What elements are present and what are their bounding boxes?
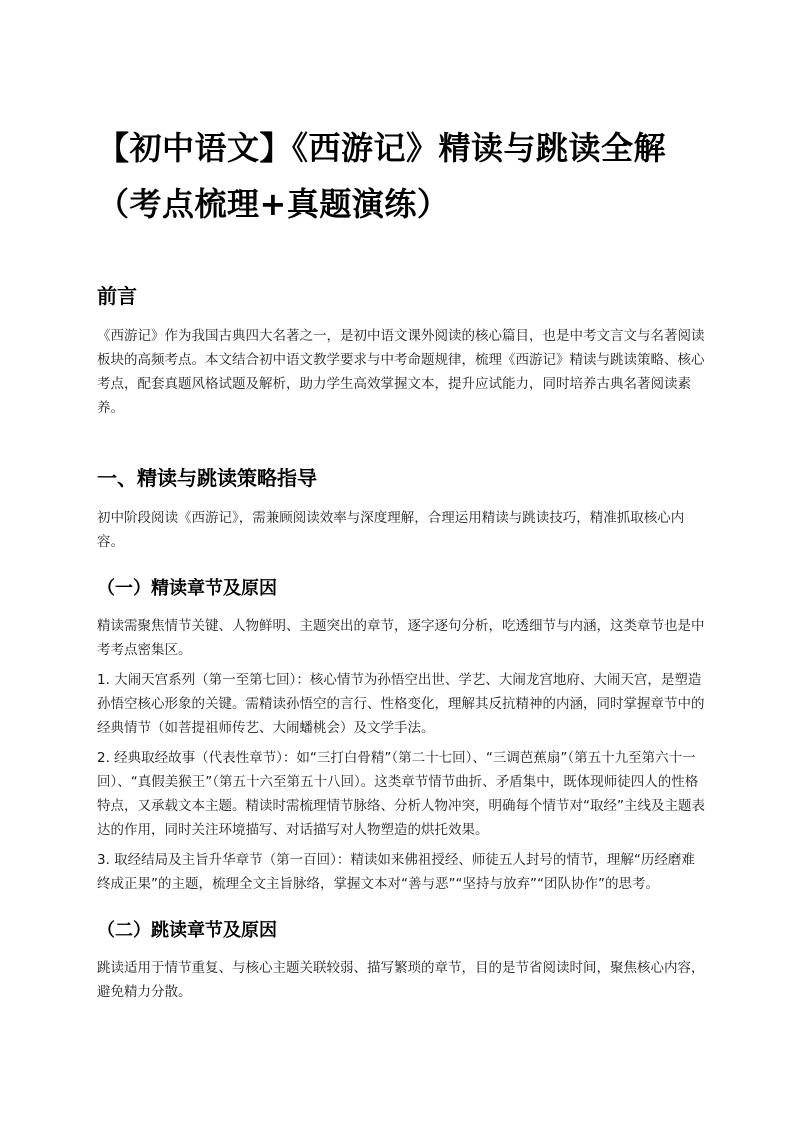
list-item: 1. 大闹天宫系列（第一至第七回）：核心情节为孙悟空出世、学艺、大闹龙宫地府、大闹天宫，是塑造孙悟空核心形象的关键。需精读孙悟空的言行、性格变化，理解其反抗精神的内涵，同时掌握章节中的经典情节（如菩提祖师传艺、大闹蟠桃会）及文学手法。 (97, 672, 705, 736)
subsection-skim-heading: （二）跳读章节及原因 (97, 920, 277, 941)
subsection-skim-intro: 跳读适用于情节重复、与核心主题关联较弱、描写繁琐的章节，目的是节省阅读时间，聚焦核心内容，避免精力分散。 (97, 960, 705, 1000)
subsection-intensive-intro: 精读需聚焦情节关键、人物鲜明、主题突出的章节，逐字逐句分析，吃透细节与内涵，这类章节也是中考考点密集区。 (97, 618, 705, 658)
preface-heading: 前言 (97, 284, 137, 308)
document-content (97, 120, 705, 1010)
preface-paragraph: 《西游记》作为我国古典四大名著之一，是初中语文课外阅读的核心篇目，也是中考文言文与名著阅读板块的高频考点。本文结合初中语文教学要求与中考命题规律，梳理《西游记》精读与跳读策略、核心考点，配套真题风格试题及解析，助力学生高效掌握文本，提升应试能力，同时培养古典名著阅读素养。 (97, 328, 705, 416)
section-one-heading: 一、精读与跳读策略指导 (97, 466, 317, 490)
section-one-intro: 初中阶段阅读《西游记》，需兼顾阅读效率与深度理解，合理运用精读与跳读技巧，精准抓取核心内容。 (97, 510, 685, 550)
document-title: 【初中语文】《西游记》精读与跳读全解（考点梳理+真题演练） (97, 129, 667, 223)
list-item: 2. 经典取经故事（代表性章节）：如“三打白骨精”（第二十七回）、“三调芭蕉扇”（第五十九至第六十一回）、“真假美猴王”（第五十六至第五十八回）。这类章节情节曲折、矛盾集中，既体现师徒四人的性格特点，又承载文本主题。精读时需梳理情节脉络、分析人物冲突，明确每个情节对“取经”主线及主题表达的作用，同时关注环境描写、对话描写对人物塑造的烘托效果。 (97, 750, 705, 838)
subsection-intensive-heading: （一）精读章节及原因 (97, 578, 277, 599)
list-item: 3. 取经结局及主旨升华章节（第一百回）：精读如来佛祖授经、师徒五人封号的情节，理解“历经磨难终成正果”的主题，梳理全文主旨脉络，掌握文本对“善与恶”“坚持与放弃”“团队协作”的思考。 (97, 852, 695, 892)
